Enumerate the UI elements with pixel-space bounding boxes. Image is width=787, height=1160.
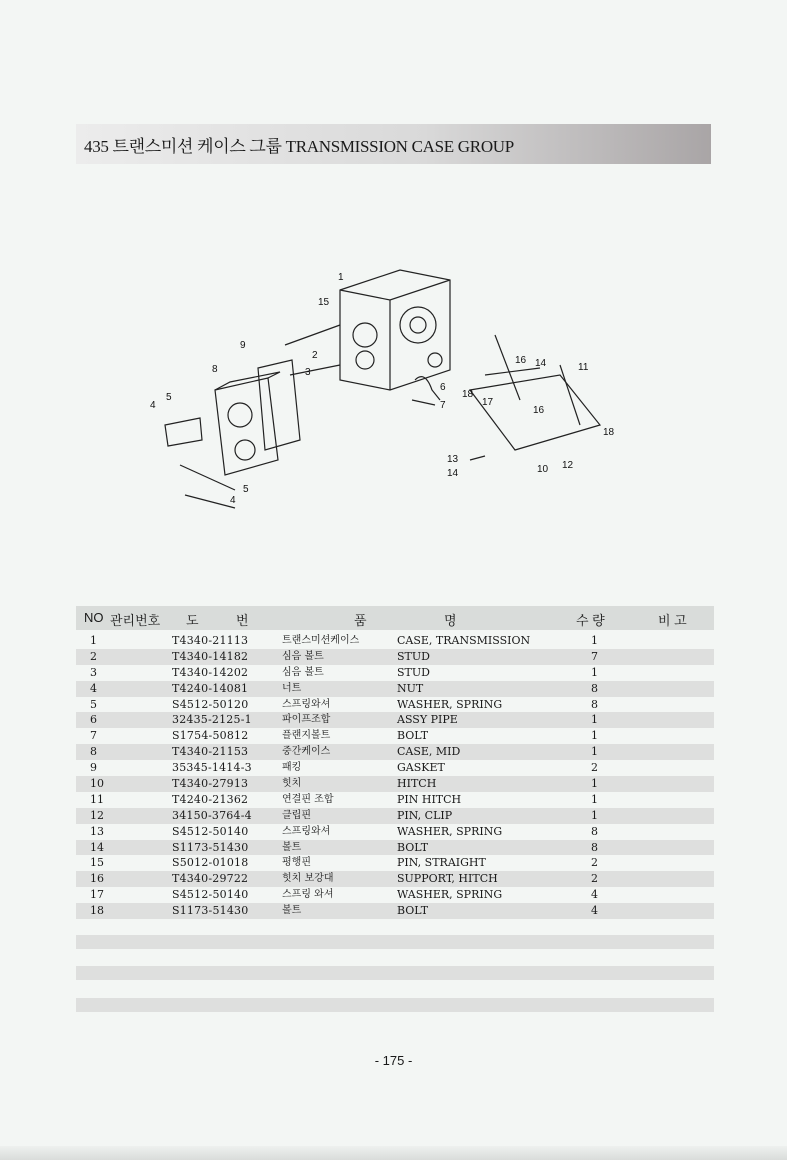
row-no: 18 xyxy=(90,904,104,918)
row-english-name: BOLT xyxy=(397,840,429,854)
row-no: 14 xyxy=(90,840,104,854)
row-korean-name: 연결핀 조합 xyxy=(282,793,334,805)
empty-row-stripe xyxy=(76,998,714,1012)
row-qty: 1 xyxy=(591,713,598,727)
row-qty: 1 xyxy=(591,777,598,791)
callout-5b: 5 xyxy=(243,484,249,495)
row-qty: 2 xyxy=(591,872,598,886)
row-part-number: T4340-21113 xyxy=(172,634,249,647)
row-part-number: S1173-51430 xyxy=(172,904,249,918)
callout-13: 13 xyxy=(447,454,459,465)
row-part-number: T4340-14182 xyxy=(172,649,249,663)
row-korean-name: 스프링와셔 xyxy=(282,825,331,837)
section-title-bar xyxy=(76,124,711,164)
row-no: 12 xyxy=(90,808,104,822)
row-english-name: NUT xyxy=(397,681,424,695)
row-no: 9 xyxy=(90,761,97,775)
table-row xyxy=(76,903,714,919)
row-qty: 8 xyxy=(591,697,598,711)
row-english-name: WASHER, SPRING xyxy=(397,697,503,711)
row-korean-name: 파이프조합 xyxy=(282,714,331,726)
row-no: 11 xyxy=(90,792,104,806)
row-part-number: 32435-2125-1 xyxy=(172,713,252,727)
header-no: NO xyxy=(84,610,104,625)
row-korean-name: 힛치 xyxy=(282,778,302,790)
header-myeong: 명 xyxy=(444,613,457,628)
row-no: 1 xyxy=(90,634,97,647)
row-korean-name: 클립핀 xyxy=(282,809,311,821)
row-no: 15 xyxy=(90,856,104,870)
row-korean-name: 힛치 보강대 xyxy=(282,873,334,885)
row-part-number: S4512-50120 xyxy=(172,697,249,711)
header-do: 도 xyxy=(186,613,199,628)
table-row xyxy=(76,712,714,728)
callout-11: 11 xyxy=(578,362,589,373)
parts-table-header xyxy=(76,606,714,630)
row-no: 3 xyxy=(90,665,97,679)
diagram-drawing xyxy=(140,250,630,520)
callout-17: 17 xyxy=(482,397,494,408)
row-english-name: ASSY PIPE xyxy=(397,713,458,727)
row-english-name: WASHER, SPRING xyxy=(397,888,503,902)
callout-18a: 18 xyxy=(462,389,474,400)
callout-16a: 16 xyxy=(515,355,527,366)
row-part-number: S4512-50140 xyxy=(172,824,249,838)
row-qty: 8 xyxy=(591,824,598,838)
row-part-number: T4240-14081 xyxy=(172,681,249,695)
row-korean-name: 볼트 xyxy=(282,905,302,917)
table-row xyxy=(76,855,714,871)
table-row xyxy=(76,728,714,744)
callout-14a: 14 xyxy=(535,358,547,369)
table-row xyxy=(76,681,714,697)
row-english-name: STUD xyxy=(397,649,430,663)
table-row xyxy=(76,744,714,760)
callout-7: 7 xyxy=(440,400,446,411)
row-english-name: SUPPORT, HITCH xyxy=(397,872,498,886)
row-part-number: 35345-1414-3 xyxy=(172,761,252,775)
header-qty: 수 량 xyxy=(576,613,605,628)
table-row xyxy=(76,633,714,649)
header-mgmt-number: 관리번호 xyxy=(110,613,161,628)
row-english-name: CASE, TRANSMISSION xyxy=(397,634,531,647)
row-korean-name: 너트 xyxy=(282,682,302,694)
row-no: 6 xyxy=(90,713,97,727)
row-no: 8 xyxy=(90,745,97,759)
row-korean-name: 트랜스미션케이스 xyxy=(282,635,360,646)
row-no: 17 xyxy=(90,888,104,902)
row-english-name: BOLT xyxy=(397,904,429,918)
row-part-number: T4340-29722 xyxy=(172,872,249,886)
row-part-number: S1173-51430 xyxy=(172,840,249,854)
row-part-number: S1754-50812 xyxy=(172,729,249,743)
callout-6: 6 xyxy=(440,382,446,393)
row-no: 16 xyxy=(90,872,104,886)
row-qty: 1 xyxy=(591,808,598,822)
row-english-name: BOLT xyxy=(397,729,429,743)
callout-8: 8 xyxy=(212,364,218,375)
row-qty: 2 xyxy=(591,856,598,870)
callout-14b: 14 xyxy=(447,468,459,479)
empty-row-stripe xyxy=(76,935,714,949)
empty-row-stripe xyxy=(76,966,714,980)
row-qty: 8 xyxy=(591,681,598,695)
callout-12: 12 xyxy=(562,460,574,471)
row-korean-name: 패킹 xyxy=(282,762,302,774)
table-row xyxy=(76,665,714,681)
row-qty: 7 xyxy=(591,649,598,663)
row-english-name: PIN, CLIP xyxy=(397,808,453,822)
row-part-number: S5012-01018 xyxy=(172,856,249,870)
table-row xyxy=(76,840,714,856)
table-row xyxy=(76,792,714,808)
page-bottom-edge xyxy=(0,1146,787,1160)
row-english-name: HITCH xyxy=(397,777,437,791)
callout-15: 15 xyxy=(318,297,330,308)
row-qty: 2 xyxy=(591,761,598,775)
header-beon: 번 xyxy=(236,613,249,628)
callout-4b: 4 xyxy=(230,495,236,506)
row-qty: 1 xyxy=(591,745,598,759)
callout-16b: 16 xyxy=(533,405,545,416)
row-korean-name: 평행핀 xyxy=(282,857,311,869)
row-qty: 4 xyxy=(591,888,598,902)
row-korean-name: 중간케이스 xyxy=(282,746,331,758)
section-title: 435 트랜스미션 케이스 그룹 TRANSMISSION CASE GROUP xyxy=(84,136,514,156)
row-part-number: 34150-3764-4 xyxy=(172,808,252,822)
exploded-parts-diagram xyxy=(140,250,630,520)
row-no: 5 xyxy=(90,697,97,711)
header-remarks: 비 고 xyxy=(658,613,687,628)
row-qty: 1 xyxy=(591,729,598,743)
table-row xyxy=(76,697,714,713)
row-no: 2 xyxy=(90,649,97,663)
callout-1: 1 xyxy=(338,272,344,283)
row-english-name: CASE, MID xyxy=(397,745,461,759)
table-row xyxy=(76,871,714,887)
callout-2: 2 xyxy=(312,350,318,361)
row-part-number: S4512-50140 xyxy=(172,888,249,902)
row-korean-name: 심음 볼트 xyxy=(282,666,324,678)
callout-10: 10 xyxy=(537,464,549,475)
row-english-name: STUD xyxy=(397,665,430,679)
row-korean-name: 스프링 와셔 xyxy=(282,889,334,901)
row-no: 10 xyxy=(90,777,104,791)
row-korean-name: 스프링와셔 xyxy=(282,698,331,710)
row-qty: 1 xyxy=(591,634,598,647)
row-part-number: T4340-21153 xyxy=(172,745,249,759)
row-korean-name: 볼트 xyxy=(282,841,302,853)
row-qty: 8 xyxy=(591,840,598,854)
table-row xyxy=(76,649,714,665)
row-part-number: T4240-21362 xyxy=(172,792,249,806)
row-english-name: WASHER, SPRING xyxy=(397,824,503,838)
row-qty: 1 xyxy=(591,665,598,679)
callout-5: 5 xyxy=(166,392,172,403)
row-no: 4 xyxy=(90,681,97,695)
callout-18b: 18 xyxy=(603,427,615,438)
table-row xyxy=(76,824,714,840)
row-no: 7 xyxy=(90,729,97,743)
row-no: 13 xyxy=(90,824,104,838)
row-qty: 4 xyxy=(591,904,598,918)
table-row xyxy=(76,760,714,776)
row-korean-name: 심음 볼트 xyxy=(282,650,324,662)
parts-table-body xyxy=(76,633,714,919)
callout-9: 9 xyxy=(240,340,246,351)
callout-4: 4 xyxy=(150,400,156,411)
row-part-number: T4340-27913 xyxy=(172,777,249,791)
table-row xyxy=(76,887,714,903)
header-pum: 품 xyxy=(354,613,367,628)
callout-3: 3 xyxy=(305,367,311,378)
table-row xyxy=(76,776,714,792)
table-row xyxy=(76,808,714,824)
row-english-name: GASKET xyxy=(397,761,445,775)
page-number: - 175 - xyxy=(374,1053,413,1068)
row-korean-name: 플랜지볼트 xyxy=(282,730,331,742)
row-part-number: T4340-14202 xyxy=(172,665,249,679)
row-english-name: PIN, STRAIGHT xyxy=(397,856,486,870)
row-qty: 1 xyxy=(591,792,598,806)
row-english-name: PIN HITCH xyxy=(397,792,462,806)
